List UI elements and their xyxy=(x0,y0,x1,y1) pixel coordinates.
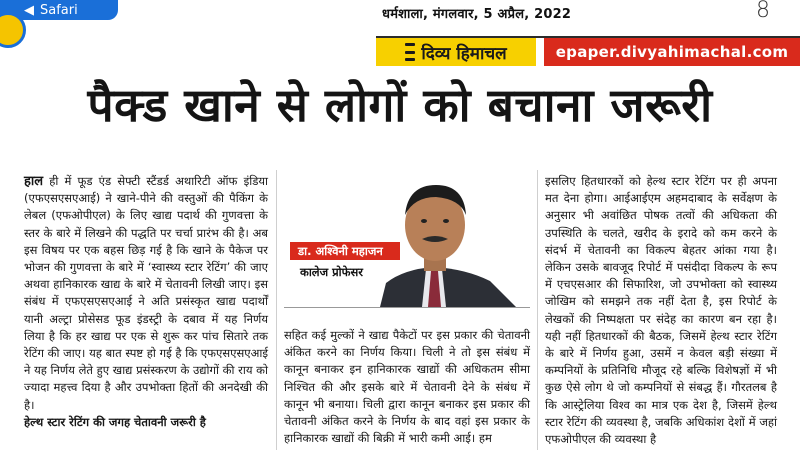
dateline: धर्मशाला, मंगलवार, 5 अप्रैल, 2022 xyxy=(382,7,572,22)
dropcap: हाल xyxy=(24,174,44,189)
author-portrait-icon xyxy=(284,173,530,307)
column-divider xyxy=(537,170,538,450)
author-name: डा. अश्विनी महाजन xyxy=(290,242,400,260)
article-column-3 xyxy=(545,173,777,448)
article-column-1 xyxy=(24,173,268,431)
article-column-2 xyxy=(284,327,530,447)
back-arrow-icon: ◀ xyxy=(24,2,34,18)
brand-bars-icon xyxy=(405,43,415,61)
brand-logo xyxy=(376,38,536,66)
epaper-link[interactable]: epaper.divyahimachal.com xyxy=(544,38,800,66)
subheading: हेल्थ स्टार रेटिंग की जगह चेतावनी जरूरी है xyxy=(24,414,206,429)
column-2-text: सहित कई मुल्कों ने खाद्य पैकेटों पर इस प्रकार की चेतावनी अंकित करने का निर्णय किया। चिली ने तो इस संबंध में कानून बनाकर इन हानिकारक खाद्यों की अधिकतम सीमा निश्चित की और इसके बारे में चेतावनी देने के संबंध में कानून भी बनाया। चिली द्वारा कानून बनाकर इस प्रकार की चेतावनी अंकित करने के निर्णय के बाद वहां इस प्रकार के हानिकारक खाद्यों की बिक्री में भारी कमी आई। हम xyxy=(284,328,530,446)
photo-rule xyxy=(284,307,530,308)
author-photo xyxy=(284,173,530,307)
author-title: कालेज प्रोफेसर xyxy=(300,264,364,279)
back-label: Safari xyxy=(40,2,78,18)
brand-name: दिव्य हिमाचल xyxy=(421,43,507,64)
column-divider xyxy=(276,170,277,450)
headline: पैक्ड खाने से लोगों को बचाना जरूरी xyxy=(87,78,713,132)
page-number: 8 xyxy=(756,0,770,23)
column-1-text: ही में फूड एंड सेफ्टी स्टैंडर्ड अथारिटी ऑफ इंडिया (एफएसएसएआई) ने खाने-पीने की वस्तुओं की पैकिंग के लेबल (एफओपीएल) के लिए खाद्य पदार्थ की गुणवत्ता के स्तर के बारे में लिखने की पद्धति पर चर्चा प्रारंभ की है। अब इस विषय पर एक बहस छिड़ गई है कि खाने के पैकेज पर भोजन की गुणवत्ता के बारे में ‘स्वास्थ्य स्टार रेटिंग’ की जाए अथवा हानिकारक खाद्य के बारे में चेतावनी लिखी जाए। इस संबंध में एफएसएसएआई ने अति प्रसंस्कृत खाद्य पदार्थों यानी अल्ट्रा प्रोसेसड फूड इंडस्ट्री के दबाव में यह निर्णय लिया है कि हर खाद्य पर एक से शुरू कर पांच सितारे तक रेटिंग की जाए। यह बात स्पष्ट हो गई है कि एफएसएसएआई ने यह निर्णय लेते हुए खाद्य प्रसंस्करण के उद्योगों की राय को ज्यादा महत्त्व दिया है और उपभोक्ता हितों की अनदेखी की है। xyxy=(24,174,268,412)
column-3-text: इसलिए हितधारकों को हेल्थ स्टार रेटिंग पर ही अपना मत देना होगा। आईआईएम अहमदाबाद के सर्वेक्षण के अनुसार भी अवांछित पोषक तत्वों की अधिकता की उपस्थिति के चलते, खरीद के इरादे को कम करने के संदर्भ में चेतावनी का विकल्प बेहतर आंका गया है। लेकिन उसके बावजूद रिपोर्ट में पसंदीदा विकल्प के रूप में एचएसआर की सिफारिश, जो उपभोक्ता को स्वास्थ्य जोखिम को समझने तक नहीं देता है, इस रिपोर्ट के लेखकों की निष्पक्षता पर संदेह का कारण बन रहा है। यही नहीं हितधारकों की बैठक, जिसमें हेल्थ स्टार रेटिंग के बारे में निर्णय हुआ, उसमें न केवल बड़ी संख्या में कम्पनियों के प्रतिनिधि मौजूद रहे बल्कि विशेषज्ञों में भी कुछ ऐसे लोग थे जो कम्पनियों से संबद्ध हैं। गौरतलब है कि आस्ट्रेलिया विश्व का मात्र एक देश है, जिसमें हेल्थ स्टार रेटिंग की व्यवस्था है, जबकि अधिकांश देशों में जहां एफओपीएल की व्यवस्था है xyxy=(545,174,777,447)
